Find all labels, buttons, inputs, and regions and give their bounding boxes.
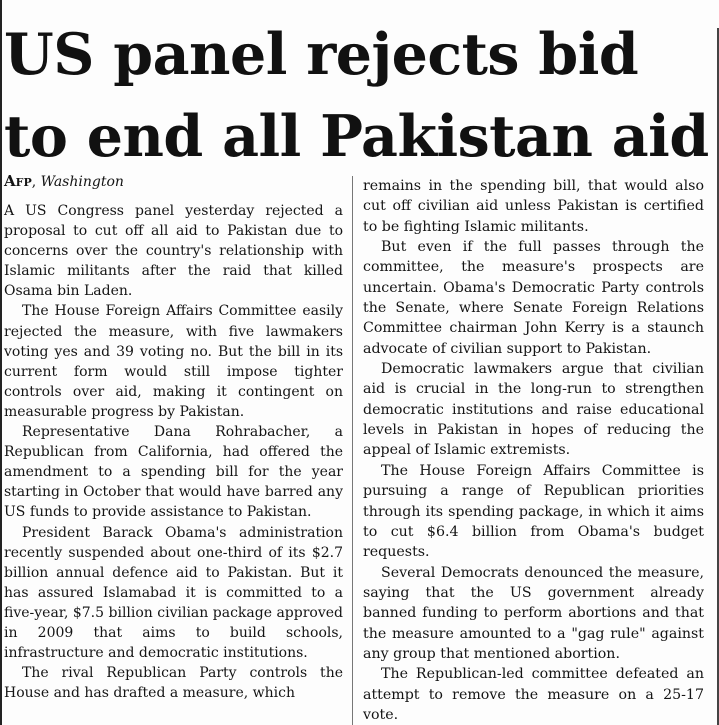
byline-separator: , xyxy=(31,174,37,190)
article-paragraph: The rival Republican Party controls the House and has drafted a measure, which xyxy=(4,665,343,702)
article-paragraph: The Republican-led committee defeated an attempt to remove the measure on a 25-17 vote. xyxy=(363,666,704,723)
byline-agency: Afp xyxy=(4,172,32,190)
article-paragraph: But even if the full passes through the committee, the measure's prospects are uncertain. Obama's Democratic Party controls the Senate, where Senate Foreign Relations Committee chairman John Kerry is a staunch advocate of civilian support to Pakistan. xyxy=(363,239,704,357)
headline xyxy=(4,14,716,178)
byline xyxy=(4,170,343,193)
article-paragraph: remains in the spending bill, that would also cut off civilian aid unless Pakistan is certified to be fighting Islamic militants. xyxy=(363,178,704,235)
left-border-rule xyxy=(0,0,2,725)
headline-text: US panel rejects bid to end all Pakistan aid xyxy=(4,21,709,170)
article-paragraph: President Barack Obama's administration recently suspended about one-third of its $2.7 billion annual defence aid to Pakistan. But it has assured Islamabad it is committed to a five-year, $7.5 billion civilian package approved in 2009 that aims to build schools, infrastructure and democratic institutions. xyxy=(4,524,343,662)
article-paragraph: The House Foreign Affairs Committee is pursuing a range of Republican priorities through its spending package, in which it aims to cut $6.4 billion from Obama's budget requests. xyxy=(363,462,704,561)
column-divider xyxy=(352,176,353,725)
left-column xyxy=(4,170,343,703)
article-paragraph: Democratic lawmakers argue that civilian aid is crucial in the long-run to strengthen democratic institutions and raise educational levels in Pakistan in hopes of reducing the appeal of Islamic extremists. xyxy=(363,361,704,459)
right-column xyxy=(363,176,704,725)
article-paragraph: A US Congress panel yesterday rejected a proposal to cut off all aid to Pakistan due to concerns over the country's relationship with Islamic militants after the raid that killed Osama bin Laden. xyxy=(4,203,343,300)
byline-dateline: Washington xyxy=(40,174,124,190)
article-paragraph: The House Foreign Affairs Committee easily rejected the measure, with five lawmakers voting yes and 39 voting no. But the bill in its current form would still impose tighter controls over aid, making it contingent on measurable progress by Pakistan. xyxy=(4,303,343,420)
article-paragraph: Representative Dana Rohrabacher, a Republican from California, had offered the amendment to a spending bill for the year starting in October that would have barred any US funds to provide assistance to Pakistan. xyxy=(4,424,343,521)
article-paragraph: Several Democrats denounced the measure, saying that the US government already banned funding to perform abortions and that the measure amounted to a "gag rule" against any group that mentioned abortion. xyxy=(363,564,704,662)
